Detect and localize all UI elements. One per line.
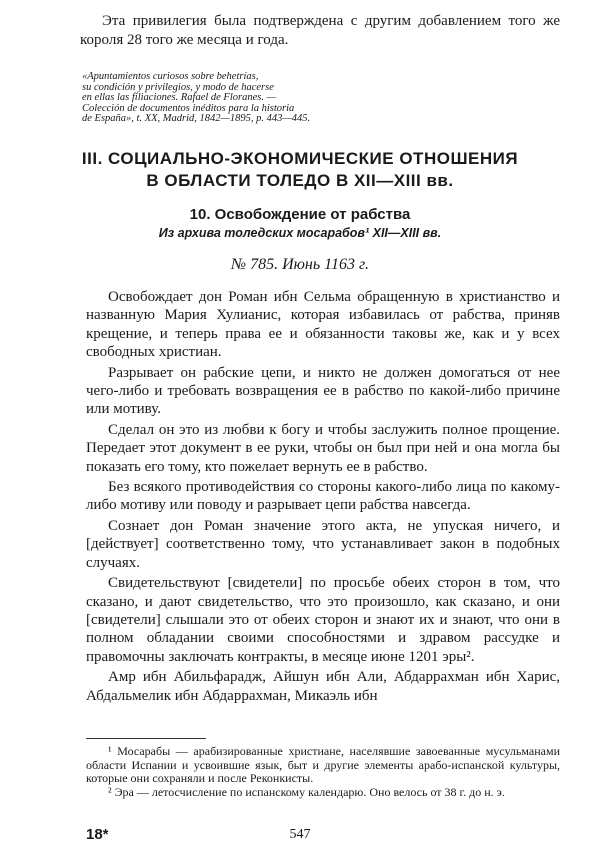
- document-body: [86, 288, 560, 707]
- intro-text: [80, 12, 560, 50]
- source-note-line: «Apuntamientos curiosos sobre behetrías,: [82, 71, 259, 82]
- source-note-line: su condición y privilegios, y modo de hacerse: [82, 81, 274, 93]
- body-paragraph: Сознает дон Роман значение этого акта, не упуская ничего, и [действует] соответственно тому, что устанавливает закон в подобных случаях.: [86, 517, 560, 571]
- source-note-line: Colección de documentos inéditos para la historia: [82, 102, 295, 114]
- source-note-line: en ellas las filiaciones. Rafael de Floranes. —: [82, 92, 276, 103]
- body-paragraph: Амр ибн Абильфарадж, Айшун ибн Али, Абдаррахман ибн Харис, Абдальмелик ибн Абдаррахман, Микаэль ибн: [86, 669, 560, 704]
- document-title: 10. Освобождение от рабства: [189, 206, 411, 223]
- section-title-line-2: В ОБЛАСТИ ТОЛЕДО В XII—XIII вв.: [146, 171, 454, 190]
- page-number: 547: [289, 827, 311, 842]
- body-paragraph: Без всякого противодействия со стороны какого-либо лица по какому-либо мотиву или поводу и разрывает цепи рабства навсегда.: [86, 479, 560, 514]
- signature-mark: 18*: [86, 826, 109, 843]
- document-date: № 785. Июнь 1163 г.: [231, 256, 369, 273]
- footnote: ¹ Мосарабы — арабизированные христиане, населявшие завоеванные мусульманами области Испании и усвоившие язык, быт и другие элементы арабо-испанской культуры, которые они сохраняли и после Реконкисты.: [86, 744, 560, 785]
- footnote: ² Эра — летосчисление по испанскому календарю. Оно велось от 38 г. до н. э.: [108, 784, 505, 799]
- footnotes: [86, 745, 560, 799]
- intro-paragraph: Эта привилегия была подтверждена с другим добавлением того же короля 28 того же месяца и года.: [80, 13, 560, 48]
- body-paragraph: Свидетельствуют [свидетели] по просьбе обеих сторон в том, что сказано, и дают свидетельство, что это произошло, как сказано, и они [свидетели] слышали это от обеих сторон и знают их и знают, что они в полном обладании своими способностями и здравом рассудке и правомочны заключать контракты, в месяце июне 1201 эры².: [86, 575, 560, 665]
- source-note-line: de España», t. XX, Madrid, 1842—1895, p. 443—445.: [82, 113, 311, 124]
- footnote-divider: [86, 738, 206, 739]
- document-subtitle: Из архива толедских мосарабов¹ XII—XIII вв.: [158, 226, 442, 240]
- section-title: [60, 148, 540, 192]
- section-title-line-1: III. СОЦИАЛЬНО-ЭКОНОМИЧЕСКИЕ ОТНОШЕНИЯ: [81, 149, 519, 168]
- source-note: [82, 72, 382, 125]
- body-paragraph: Разрывает он рабские цепи, и никто не должен домогаться от нее чего-либо и требовать возвращения ее в рабство по какой-либо причине или мотиву.: [86, 364, 560, 418]
- body-paragraph: Сделал он это из любви к богу и чтобы заслужить полное прощение. Передает этот документ в ее руки, чтобы он был при ней и она могла бы показать его тому, кто пожелает вернуть ее в рабство.: [86, 421, 560, 475]
- body-paragraph: Освобождает дон Роман ибн Сельма обращенную в христианство и названную Мария Хулианис, которая избавилась от рабства, приняв крещение, и теперь права ее и обязанности таковы же, как и у всех свободных христиан.: [86, 289, 560, 361]
